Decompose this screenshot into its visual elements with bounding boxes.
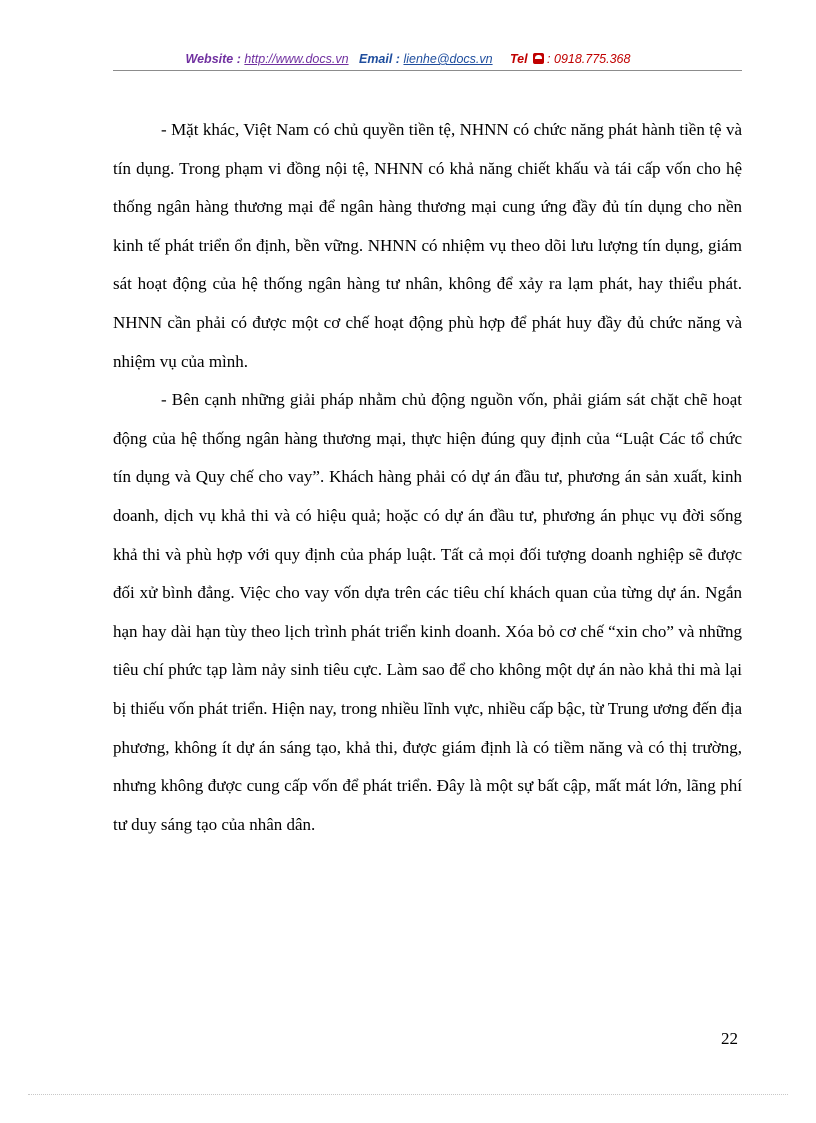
- document-body: [113, 111, 742, 844]
- footer-divider: [28, 1094, 788, 1095]
- header-divider: [113, 70, 742, 71]
- tel-label: Tel: [509, 52, 532, 66]
- paragraph: - Bên cạnh những giải pháp nhằm chủ động nguồn vốn, phải giám sát chặt chẽ hoạt động của hệ thống ngân hàng thương mại, thực hiện đúng quy định của “Luật Các tổ chức tín dụng và Quy chế cho vay”. Khách hàng phải có dự án đầu tư, phương án sản xuất, kinh doanh, dịch vụ khả thi và có hiệu quả; hoặc có dự án đầu tư, phương án phục vụ đời sống khả thi và phù hợp với quy định của pháp luật. Tất cả mọi đối tượng doanh nghiệp sẽ được đối xử bình đẳng. Việc cho vay vốn dựa trên các tiêu chí khách quan của từng dự án. Ngắn hạn hay dài hạn tùy theo lịch trình phát triển kinh doanh. Xóa bỏ cơ chế “xin cho” và những tiêu chí phức tạp làm nảy sinh tiêu cực. Làm sao để cho không một dự án nào khả thi mà lại bị thiếu vốn phát triển. Hiện nay, trong nhiều lĩnh vực, nhiều cấp bậc, từ Trung ương đến địa phương, không ít dự án sáng tạo, khả thi, được giám định là có tiềm năng và có thị trường, nhưng không được cung cấp vốn để phát triển. Đây là một sự bất cập, mất mát lớn, lãng phí tư duy sáng tạo của nhân dân.: [113, 390, 742, 834]
- phone-icon: [533, 53, 544, 64]
- website-link[interactable]: http://www.docs.vn: [244, 52, 349, 66]
- page-number: 22: [721, 1029, 738, 1048]
- paragraph: - Mặt khác, Việt Nam có chủ quyền tiền tệ, NHNN có chức năng phát hành tiền tệ và tín dụng. Trong phạm vi đồng nội tệ, NHNN có khả năng chiết khấu và tái cấp vốn cho hệ thống ngân hàng thương mại để ngân hàng thương mại cung ứng đầy đủ tín dụng cho nền kinh tế phát triển ổn định, bền vững. NHNN có nhiệm vụ theo dõi lưu lượng tín dụng, giám sát hoạt động của hệ thống ngân hàng tư nhân, không để xảy ra lạm phát, hay thiểu phát. NHNN cần phải có được một cơ chế hoạt động phù hợp để phát huy đầy đủ chức năng và nhiệm vụ của mình.: [113, 120, 742, 371]
- tel-number: : 0918.775.368: [547, 52, 631, 66]
- website-label: Website :: [185, 52, 245, 66]
- page-header: [0, 51, 816, 67]
- email-label: Email :: [358, 52, 404, 66]
- email-link[interactable]: lienhe@docs.vn: [403, 52, 493, 66]
